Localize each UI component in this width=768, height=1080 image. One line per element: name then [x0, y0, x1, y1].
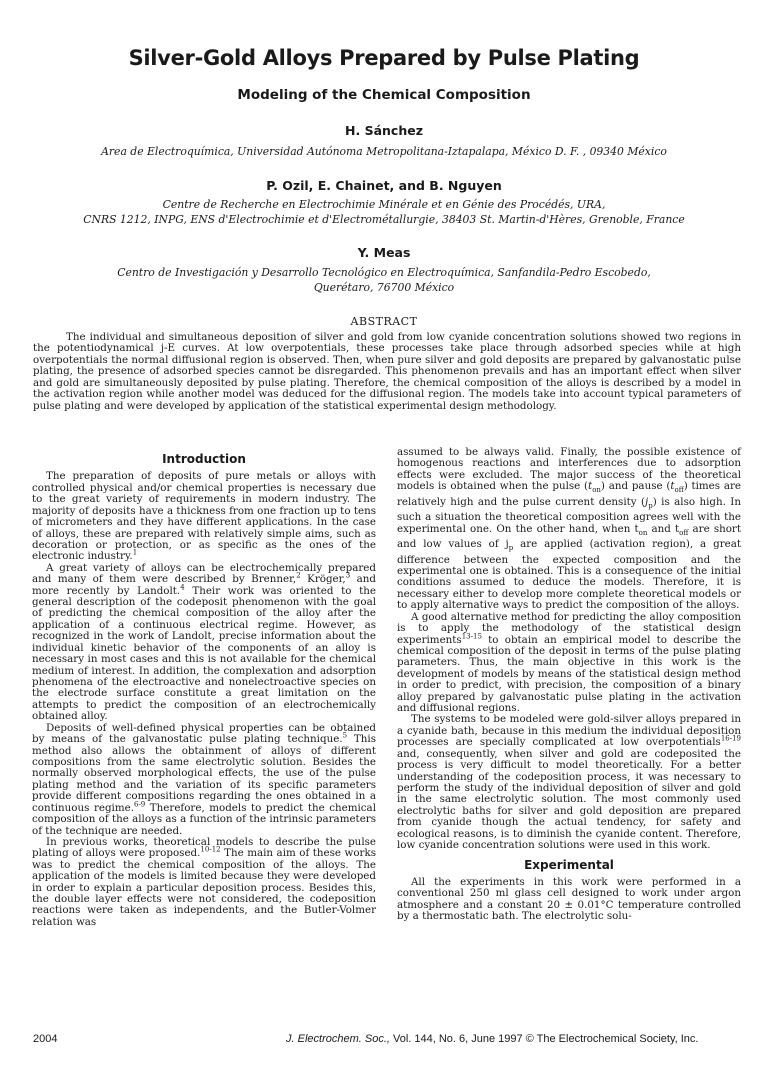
abstract-text: The individual and simultaneous deposition of silver and gold from low cyanide concentration solutions showed two regions in the potentiodynamical j-E curves. At low overpotentials, these processes take place through adsorbed species while at high overpotentials the normal diffusional region is observed. Then, when pure silver and gold deposits are prepared by galvanostatic pulse plating, the presence of adsorbed species cannot be disregarded. This phenomenon prevails and has an important effect when silver and gold are simultaneously deposited by pulse plating. Therefore, the chemical composition of the alloys is described by a model in the activation region while another model was deduced for the diffusional region. The models take into account typical parameters of pulse plating and were developed by application of the statistical experimental design methodology. [33, 331, 741, 412]
paper-subtitle: Modeling of the Chemical Composition [237, 87, 531, 103]
paragraph: In previous works, theoretical models to describe the pulse plating of alloys were proposed.$^{10-12}$ The main aim of these works was to predict the chemical composition of the alloys. The application of the models is limited because they were developed in order to explain a particular deposition process. Besides this, the double layer effects were not considered, the codeposition reactions were taken as independents, and the Butler-Volmer relation was [32, 835, 376, 928]
paragraph: Deposits of well-defined physical properties can be obtained by means of the galvanostatic pulse plating technique.$^5$ This method also allows the obtainment of alloys of different compositions from the same electrolytic solution. Besides the normally observed morphological effects, the use of the pulse plating method and the variation of its specific parameters provide different compositions regarding the ones obtained in a continuous regime.$^{6-9}$ Therefore, models to predict the chemical composition of the alloys as a function of the intrinsic parameters of the technique are needed. [32, 721, 376, 837]
affiliation-3-line-1: Centro de Investigación y Desarrollo Tecnológico en Electroquímica, Sanfandila-Pedro Escobedo, [117, 266, 651, 279]
paragraph: All the experiments in this work were performed in a conventional 250 ml glass cell designed to work under argon atmosphere and a constant 20 ± 0.01°C temperature controlled by a thermostatic bath. The electrolytic solu- [397, 875, 741, 923]
author-2: P. Ozil, E. Chainet, and B. Nguyen [266, 178, 502, 193]
journal-citation: J. Electrochem. Soc., Vol. 144, No. 6, June 1997 © The Electrochemical Society, Inc. [286, 1033, 699, 1045]
right-column [397, 447, 741, 923]
abstract-heading: ABSTRACT [350, 315, 418, 328]
author-3: Y. Meas [357, 245, 411, 260]
affiliation-1: Area de Electroquímica, Universidad Autónoma Metropolitana-Iztapalapa, México D. F. , 09340 México [101, 145, 667, 158]
section-heading-introduction: Introduction [162, 452, 246, 466]
author-1: H. Sánchez [345, 123, 423, 138]
affiliation-2-line-2: CNRS 1212, INPG, ENS d'Electrochimie et d'Electrométallurgie, 38403 St. Martin-d'Hères, Grenoble, France [83, 213, 685, 226]
section-heading-experimental: Experimental [524, 857, 614, 872]
paper-title: Silver-Gold Alloys Prepared by Pulse Plating [128, 46, 640, 70]
affiliation-3-line-2: Querétaro, 76700 México [313, 281, 455, 294]
paragraph: A good alternative method for predicting the alloy composition is to apply the methodology of the statistical design experiments$^{13-15}$ to obtain an empirical model to describe the chemical composition of the deposit in terms of the pulse plating parameters. Thus, the main objective in this work is the development of models by means of the statistical design method in order to predict, with precision, the composition of a binary alloy prepared by galvanostatic pulse plating in the activation and diffusional regions. [397, 610, 741, 715]
paragraph: assumed to be always valid. Finally, the possible existence of homogenous reactions and interferences due to adsorption effects were excluded. The major success of the theoretical models is obtained when the pulse $(t_{on})$ and pause $(t_{off})$ times are relatively high and the pulse current density $(j_p)$ is also high. In such a situation the theoretical composition agrees well with the experimental one. On the other hand, when $t_{on}$ and $t_{off}$ are short and low values of $j_p$ are applied (activation region), a great difference between the expected composition and the experimental one is obtained. This is a consequence of the initial conditions assumed to deduce the models. Therefore, it is necessary either to develop more complete theoretical models or to apply alternative ways to predict the composition of the alloys. [397, 446, 741, 612]
paragraph: A great variety of alloys can be electrochemically prepared and many of them were described by Brenner,$^2$ Kröger,$^3$ and more recently by Landolt.$^4$ Their work was oriented to the general description of the codeposit phenomenon with the goal of predicting the chemical composition of the alloy after the application of a continuous electrical regime. However, as recognized in the work of Landolt, precise information about the individual kinetic behavior of the components of an alloy is necessary in most cases and this is not available for the chemical medium of interest. In addition, the complexation and adsorption phenomena of the electroactive and nonelectroactive species on the electrode surface constitute a great limitation on the attempts to predict the composition of an electrochemically obtained alloy. [32, 561, 376, 723]
page-number: 2004 [33, 1033, 58, 1045]
affiliation-2-line-1: Centre de Recherche en Electrochimie Minérale et en Génie des Procédés, URA, [162, 198, 606, 211]
paragraph: The systems to be modeled were gold-silver alloys prepared in a cyanide bath, because in this medium the individual deposition processes are specially complicated at low overpotentials$^{16-19}$ and, consequently, when silver and gold are codeposited the process is very difficult to model theoretically. For a better understanding of the codeposition process, it was necessary to perform the study of the individual deposition of silver and gold in the same electrolytic solution. The most commonly used electrolytic baths for silver and gold deposition are prepared from cyanide though the actual tendency, for safety and ecological reasons, is to diminish the cyanide content. Therefore, low cyanide concentration solutions were used in this work. [397, 713, 741, 852]
paragraph: The preparation of deposits of pure metals or alloys with controlled physical and/or chemical properties is necessary due to the great variety of requirements in modern industry. The majority of deposits have a thickness from one fraction up to tens of micrometers and they have different applications. In the case of alloys, these are prepared with relatively simple aims, such as decoration or protection, or as specific as the ones of the electronic industry.$^1$ [32, 470, 376, 563]
left-column [32, 454, 376, 928]
